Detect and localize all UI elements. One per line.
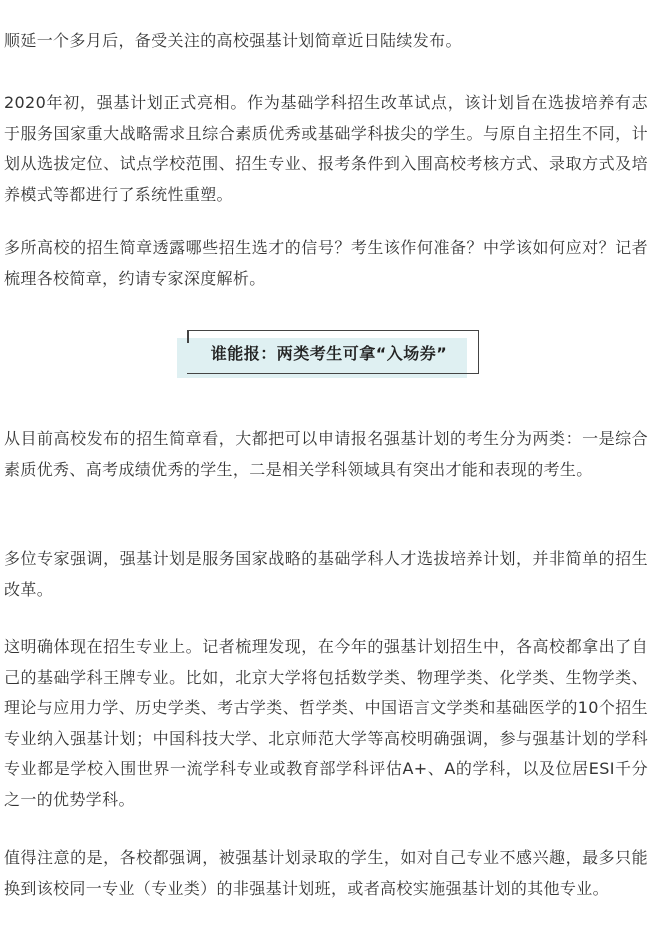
experts-paragraph: 多位专家强调，强基计划是服务国家战略的基础学科人才选拔培养计划，并非简单的招生改革。 [4, 549, 648, 599]
intro-paragraph: 顺延一个多月后，备受关注的高校强基计划简章近日陆续发布。 [4, 31, 462, 50]
majors-paragraph: 这明确体现在招生专业上。记者梳理发现，在今年的强基计划招生中，各高校都拿出了自己的基础学科王牌专业。比如，北京大学将包括数学类、物理学类、化学类、生物学类、理论与应用力学、历史学类、考古学类、哲学类、中国语言文学类和基础医学的10个招生专业纳入强基计划；中国科技大学、北京师范大学等高校明确强调，参与强基计划的学科专业都是学校入围世界一流学科专业或教育部学科评估A+、A的学科，以及位居ESI千分之一的优势学科。 [4, 637, 648, 809]
section-heading: 谁能报：两类考生可拿“入场券” [210, 344, 448, 363]
background-paragraph: 2020年初，强基计划正式亮相。作为基础学科招生改革试点，该计划旨在选拔培养有志于服务国家重大战略需求且综合素质优秀或基础学科拔尖的学生。与原自主招生不同，计划从选拔定位、试点学校范围、招生专业、报考条件到入围高校考核方式、录取方式及培养模式等都进行了系统性重塑。 [4, 93, 648, 204]
section-heading-box [177, 330, 483, 380]
questions-paragraph: 多所高校的招生简章透露哪些招生选才的信号？考生该作何准备？中学该如何应对？记者梳理各校简章，约请专家深度解析。 [4, 238, 648, 288]
transfer-paragraph: 值得注意的是，各校都强调，被强基计划录取的学生，如对自己专业不感兴趣，最多只能换到该校同一专业（专业类）的非强基计划班，或者高校实施强基计划的其他专业。 [4, 848, 648, 898]
two-types-paragraph: 从目前高校发布的招生简章看，大都把可以申请报名强基计划的考生分为两类：一是综合素质优秀、高考成绩优秀的学生，二是相关学科领域具有突出才能和表现的考生。 [4, 429, 648, 479]
